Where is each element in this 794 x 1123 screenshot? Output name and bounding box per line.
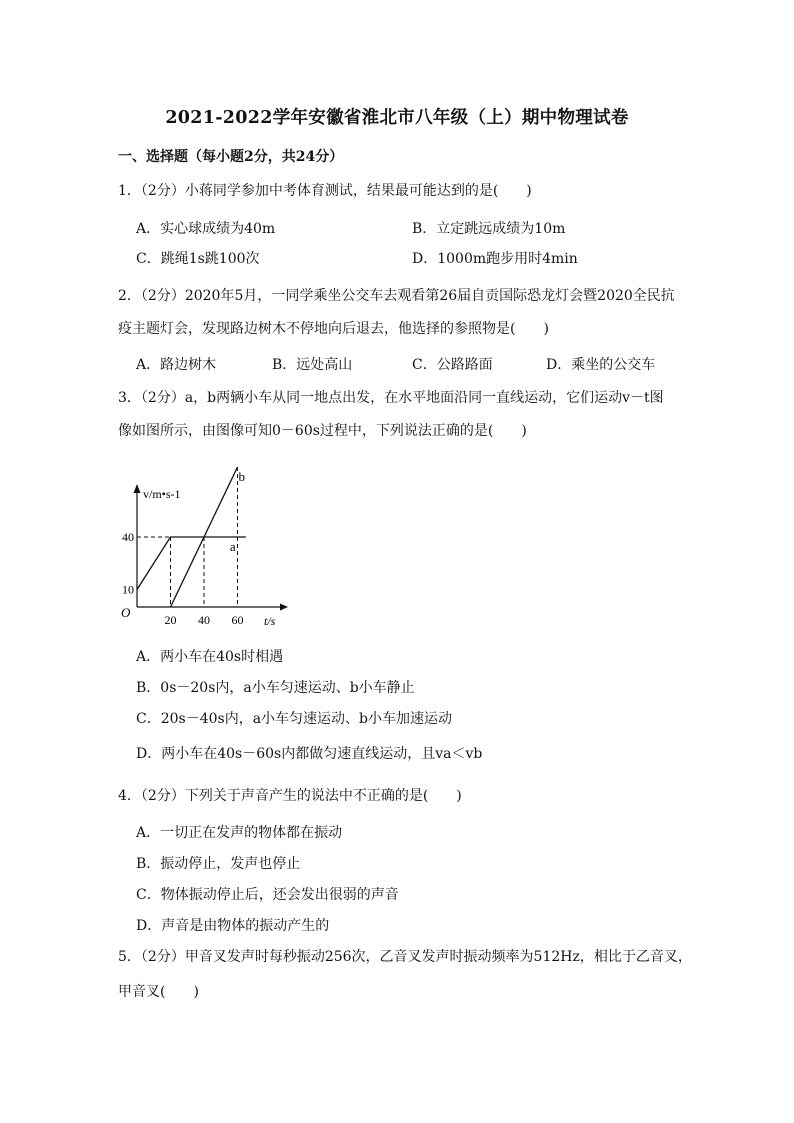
- q4-option-a: A．一切正在发声的物体都在振动: [136, 825, 343, 841]
- x-axis-label: t/s: [264, 614, 276, 628]
- q3-option-b: B．0s－20s内，a小车匀速运动、b小车静止: [136, 680, 415, 696]
- q2-option-d: D．乘坐的公交车: [546, 357, 656, 373]
- q1-option-b: B．立定跳远成绩为10m: [412, 221, 566, 237]
- q2-option-b: B．远处高山: [272, 357, 353, 373]
- question-4-stem: 4．（2分）下列关于声音产生的说法中不正确的是( ): [118, 788, 462, 804]
- question-3-stem-line2: 像如图所示，由图像可知0－60s过程中，下列说法正确的是( ): [118, 423, 527, 439]
- q2-option-c: C．公路路面: [412, 357, 493, 373]
- question-5-stem-line2: 甲音叉( ): [118, 984, 199, 1000]
- origin-label: O: [121, 605, 131, 620]
- q4-option-b: B．振动停止，发声也停止: [136, 856, 301, 872]
- question-5-stem-line1: 5．（2分）甲音叉发声时每秒振动256次，乙音叉发声时振动频率为512Hz，相比于乙音叉，: [118, 949, 692, 965]
- q3-option-c: C．20s－40s内，a小车匀速运动、b小车加速运动: [136, 711, 453, 727]
- q1-option-a: A．实心球成绩为40m: [136, 221, 276, 237]
- y-axis-arrow: [134, 484, 141, 493]
- q4-option-c: C．物体振动停止后，还会发出很弱的声音: [136, 887, 399, 903]
- x-axis-arrow: [280, 604, 288, 611]
- page-title: 2021-2022学年安徽省淮北市八年级（上）期中物理试卷: [165, 108, 629, 128]
- q4-option-d: D．声音是由物体的振动产生的: [136, 918, 330, 934]
- y-tick-label-10: 10: [122, 582, 134, 597]
- velocity-time-chart: [112, 455, 302, 631]
- series-a-label: a: [229, 539, 236, 554]
- series-b-label: b: [238, 469, 245, 484]
- axes: [134, 484, 289, 611]
- question-2-stem-line1: 2．（2分）2020年5月，一同学乘坐公交车去观看第26届自贡国际恐龙灯会暨2020全民抗: [118, 288, 675, 304]
- x-tick-label-20: 20: [164, 613, 177, 627]
- section-heading: 一、选择题（每小题2分，共24分）: [118, 149, 344, 165]
- x-tick-label-60: 60: [231, 613, 244, 627]
- y-tick-label-40: 40: [122, 530, 134, 544]
- question-3-stem-line1: 3．（2分）a，b两辆小车从同一地点出发，在水平地面沿同一直线运动，它们运动v－t图: [118, 390, 664, 406]
- x-tick-label-40: 40: [198, 613, 210, 627]
- q3-option-a: A．两小车在40s时相遇: [136, 649, 284, 665]
- question-1-stem: 1．（2分）小蒋同学参加中考体育测试，结果最可能达到的是( ): [118, 183, 532, 199]
- q1-option-d: D．1000m跑步用时4min: [412, 251, 578, 267]
- q1-option-c: C．跳绳1s跳100次: [136, 251, 260, 267]
- question-2-stem-line2: 疫主题灯会，发现路边树木不停地向后退去，他选择的参照物是( ): [118, 321, 549, 337]
- y-axis-label: v/m•s-1: [143, 487, 181, 501]
- q3-option-d: D．两小车在40s－60s内都做匀速直线运动，且va＜vb: [136, 746, 483, 762]
- q2-option-a: A．路边树木: [136, 357, 217, 373]
